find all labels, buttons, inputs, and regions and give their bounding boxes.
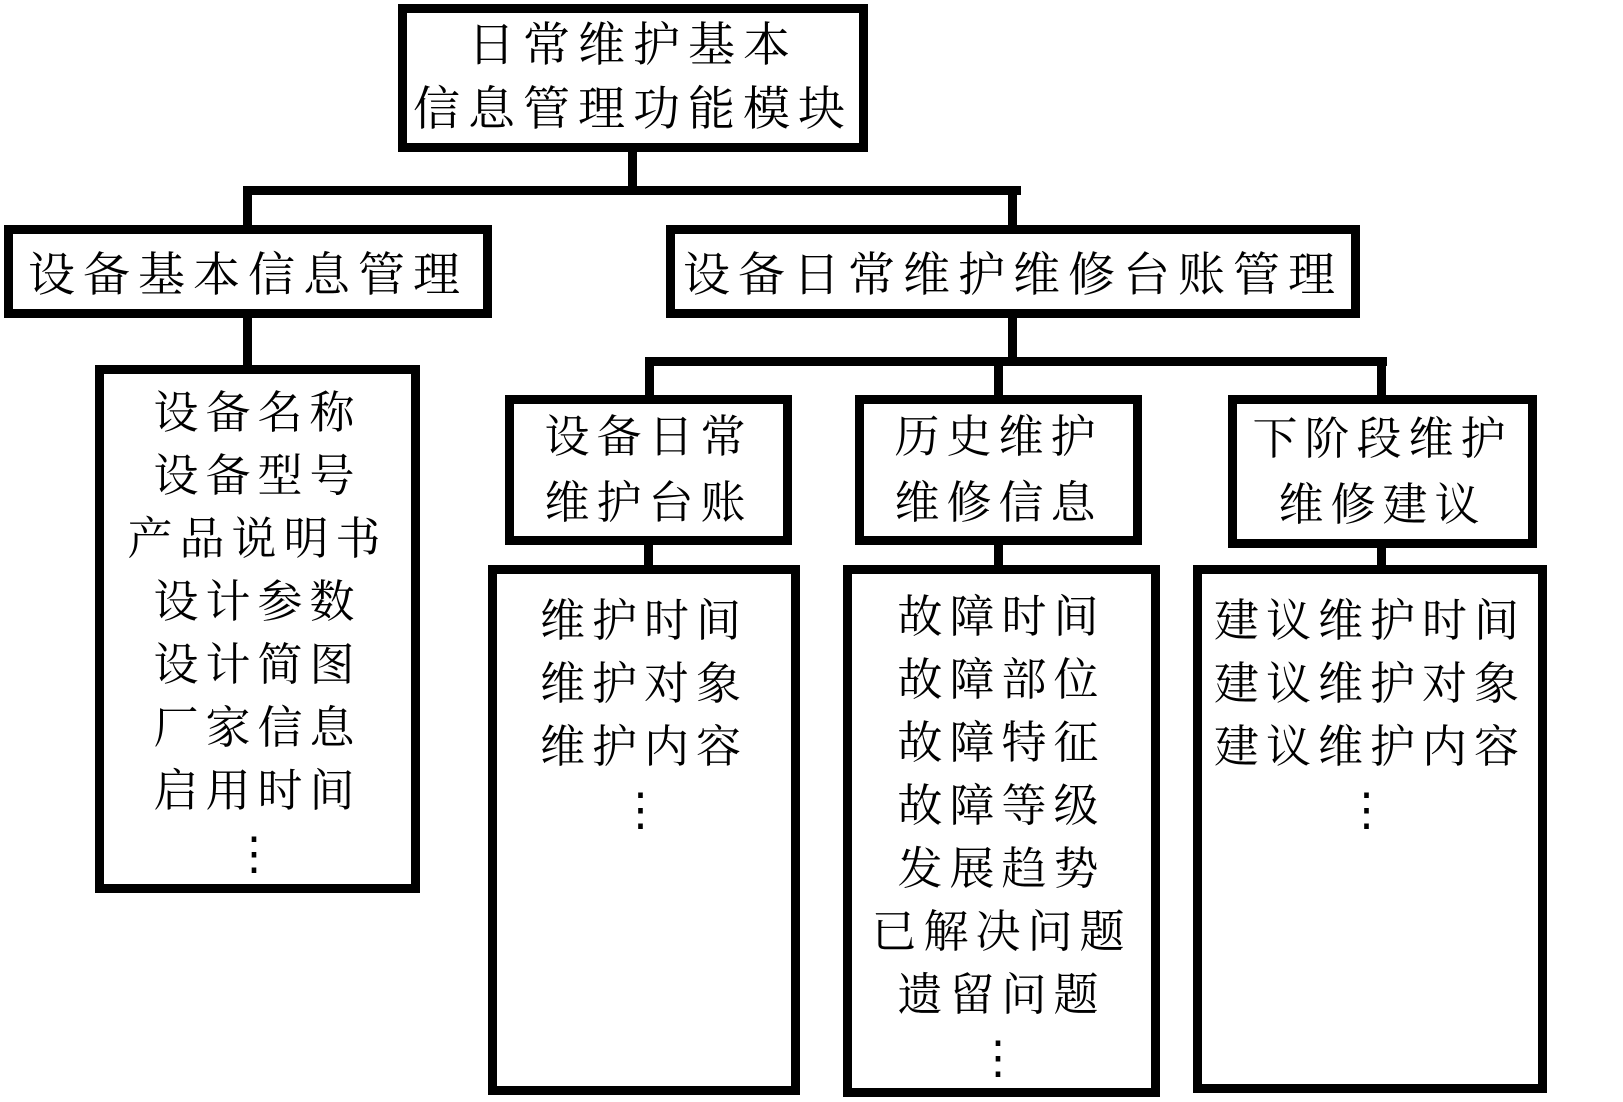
connector-level2-rail	[243, 186, 1021, 195]
list-item: 建议维护时间	[1213, 596, 1526, 646]
node-daily-maintenance-ledger-mgmt-label: 设备日常维护维修台账管理	[683, 250, 1343, 302]
connector-level3-rail	[645, 357, 1387, 366]
ellipsis-marker: ⋮	[618, 785, 670, 835]
list-item: 建议维护对象	[1213, 659, 1526, 709]
connector-equipment-detail-stub	[243, 316, 252, 369]
node-root-label-line2: 信息管理功能模块	[413, 84, 853, 136]
list-item: 设备名称	[153, 388, 362, 438]
node-next-stage-suggestion	[1228, 395, 1537, 548]
node-root-module	[398, 4, 868, 152]
list-equipment-info-fields	[95, 365, 420, 893]
list-item: 维护时间	[539, 596, 748, 646]
node-equipment-basic-info-mgmt-label: 设备基本信息管理	[28, 250, 468, 302]
node-daily-maintenance-ledger-line1: 设备日常	[544, 412, 753, 462]
connector-level2-left-drop	[243, 190, 252, 230]
list-item: 故障等级	[897, 781, 1106, 831]
list-item: 已解决问题	[871, 907, 1132, 957]
node-daily-maintenance-ledger-line2: 维护台账	[544, 478, 753, 528]
node-root-label-line1: 日常维护基本	[468, 20, 798, 72]
list-item: 发展趋势	[897, 844, 1106, 894]
node-daily-maintenance-ledger	[505, 395, 792, 545]
list-item: 遗留问题	[897, 970, 1106, 1020]
list-history-maintenance-fields	[843, 565, 1160, 1097]
list-item: 故障特征	[897, 718, 1106, 768]
list-daily-ledger-fields	[488, 565, 800, 1095]
list-item: 维护对象	[539, 659, 748, 709]
node-daily-maintenance-ledger-mgmt	[666, 225, 1360, 318]
node-equipment-basic-info-mgmt	[4, 225, 492, 318]
list-next-stage-suggestion-fields	[1193, 565, 1547, 1093]
list-item: 故障部位	[897, 655, 1106, 705]
node-history-maintenance-info-line2: 维修信息	[894, 478, 1103, 528]
list-item: 设备型号	[153, 451, 362, 501]
list-item: 产品说明书	[127, 514, 388, 564]
node-history-maintenance-info-line1: 历史维护	[894, 412, 1103, 462]
list-item: 启用时间	[153, 766, 362, 816]
list-item: 设计简图	[153, 640, 362, 690]
node-next-stage-suggestion-line2: 维修建议	[1278, 479, 1487, 530]
list-item: 设计参数	[153, 577, 362, 627]
list-item: 维护内容	[539, 722, 748, 772]
ellipsis-marker: ⋮	[1344, 785, 1396, 835]
ellipsis-marker: ⋮	[975, 1033, 1028, 1083]
list-item: 建议维护内容	[1213, 722, 1526, 772]
node-history-maintenance-info	[855, 395, 1142, 545]
list-item: 厂家信息	[153, 703, 362, 753]
list-item: 故障时间	[897, 592, 1106, 642]
ellipsis-marker: ⋮	[231, 829, 284, 879]
node-next-stage-suggestion-line1: 下阶段维护	[1252, 413, 1513, 464]
connector-level2-right-drop	[1008, 190, 1017, 230]
